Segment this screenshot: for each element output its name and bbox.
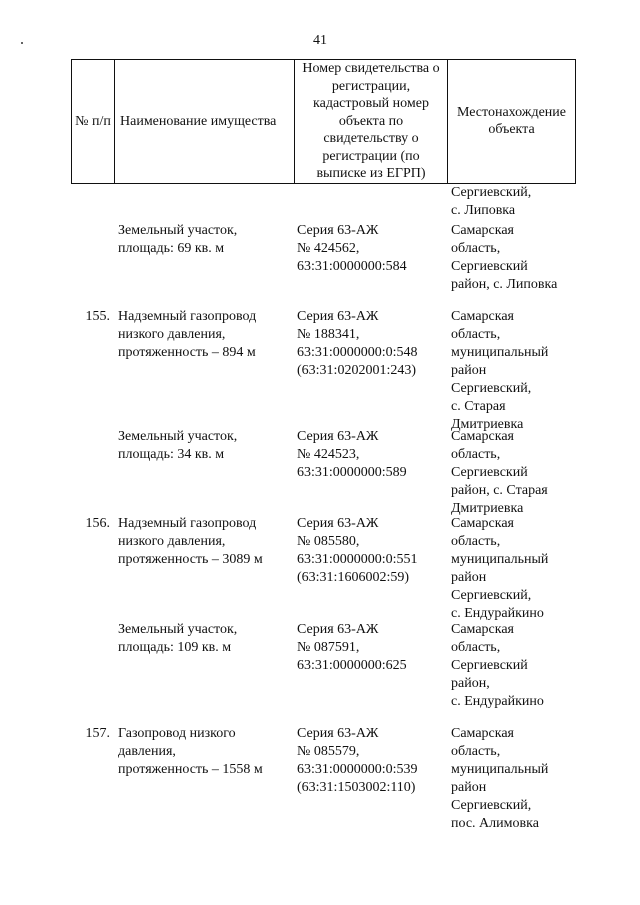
certificate-line: Серия 63-АЖ bbox=[297, 726, 379, 741]
certificate-line: Серия 63-АЖ bbox=[297, 516, 379, 531]
row-number: 156. bbox=[85, 516, 110, 531]
location-line: Дмитриевка bbox=[451, 501, 524, 516]
property-name-line: давления, bbox=[118, 744, 176, 759]
location-line: район bbox=[451, 570, 487, 585]
property-name-line: низкого давления, bbox=[118, 327, 226, 342]
location-line: район, bbox=[451, 676, 490, 691]
table-header bbox=[71, 59, 576, 184]
certificate-line: (63:31:0202001:243) bbox=[297, 363, 416, 378]
location-line: Самарская bbox=[451, 223, 514, 238]
certificate-line: № 424562, bbox=[297, 241, 360, 256]
location-line: область, bbox=[451, 744, 501, 759]
location-line: с. Ендурайкино bbox=[451, 694, 544, 709]
certificate-line: 63:31:0000000:0:548 bbox=[297, 345, 418, 360]
location-line: Сергиевский bbox=[451, 465, 528, 480]
property-name-line: Земельный участок, bbox=[118, 429, 238, 444]
carryover-location-line: Сергиевский, bbox=[451, 185, 532, 200]
certificate-line: (63:31:1503002:110) bbox=[297, 780, 416, 795]
page-number: 41 bbox=[313, 33, 327, 48]
property-name-line: Земельный участок, bbox=[118, 223, 238, 238]
certificate-line: 63:31:0000000:0:551 bbox=[297, 552, 418, 567]
scan-speck bbox=[21, 42, 23, 44]
header-num: № п/п bbox=[72, 60, 115, 184]
header-location: Местонахождение объекта bbox=[448, 60, 576, 184]
location-line: Дмитриевка bbox=[451, 417, 524, 432]
location-line: муниципальный bbox=[451, 552, 549, 567]
location-line: Сергиевский, bbox=[451, 798, 532, 813]
location-line: Сергиевский, bbox=[451, 588, 532, 603]
property-name-line: протяженность – 1558 м bbox=[118, 762, 263, 777]
location-line: область, bbox=[451, 241, 501, 256]
certificate-line: Серия 63-АЖ bbox=[297, 309, 379, 324]
location-line: Самарская bbox=[451, 516, 514, 531]
property-name-line: Надземный газопровод bbox=[118, 309, 257, 324]
location-line: область, bbox=[451, 327, 501, 342]
property-name-line: площадь: 69 кв. м bbox=[118, 241, 225, 256]
certificate-line: Серия 63-АЖ bbox=[297, 223, 379, 238]
property-name-line: площадь: 34 кв. м bbox=[118, 447, 225, 462]
certificate-line: 63:31:0000000:0:539 bbox=[297, 762, 418, 777]
certificate-line: 63:31:0000000:589 bbox=[297, 465, 407, 480]
location-line: с. Старая bbox=[451, 399, 506, 414]
location-line: Самарская bbox=[451, 622, 514, 637]
certificate-line: 63:31:0000000:584 bbox=[297, 259, 407, 274]
location-line: район bbox=[451, 780, 487, 795]
location-line: область, bbox=[451, 447, 501, 462]
property-name-line: Надземный газопровод bbox=[118, 516, 257, 531]
certificate-line: № 085579, bbox=[297, 744, 360, 759]
location-line: с. Ендурайкино bbox=[451, 606, 544, 621]
location-line: район bbox=[451, 363, 487, 378]
certificate-line: № 087591, bbox=[297, 640, 360, 655]
location-line: Сергиевский, bbox=[451, 381, 532, 396]
location-line: Самарская bbox=[451, 726, 514, 741]
location-line: муниципальный bbox=[451, 762, 549, 777]
location-line: пос. Алимовка bbox=[451, 816, 539, 831]
certificate-line: (63:31:1606002:59) bbox=[297, 570, 409, 585]
row-number: 155. bbox=[85, 309, 110, 324]
property-name-line: протяженность – 3089 м bbox=[118, 552, 263, 567]
certificate-line: Серия 63-АЖ bbox=[297, 622, 379, 637]
carryover-location-line: с. Липовка bbox=[451, 203, 516, 218]
location-line: район, с. Липовка bbox=[451, 277, 558, 292]
header-certificate: Номер свидетельства о регистрации, кадастровый номер объекта по свидетельству о регистрации (по выписке из ЕГРП) bbox=[295, 60, 448, 184]
certificate-line: Серия 63-АЖ bbox=[297, 429, 379, 444]
location-line: область, bbox=[451, 640, 501, 655]
row-number: 157. bbox=[85, 726, 110, 741]
property-name-line: протяженность – 894 м bbox=[118, 345, 256, 360]
location-line: муниципальный bbox=[451, 345, 549, 360]
header-name: Наименование имущества bbox=[115, 60, 295, 184]
certificate-line: № 424523, bbox=[297, 447, 360, 462]
location-line: область, bbox=[451, 534, 501, 549]
property-name-line: Газопровод низкого bbox=[118, 726, 236, 741]
property-name-line: Земельный участок, bbox=[118, 622, 238, 637]
property-name-line: площадь: 109 кв. м bbox=[118, 640, 232, 655]
certificate-line: 63:31:0000000:625 bbox=[297, 658, 407, 673]
location-line: Самарская bbox=[451, 309, 514, 324]
location-line: район, с. Старая bbox=[451, 483, 548, 498]
certificate-line: № 188341, bbox=[297, 327, 360, 342]
location-line: Сергиевский bbox=[451, 658, 528, 673]
location-line: Сергиевский bbox=[451, 259, 528, 274]
location-line: Самарская bbox=[451, 429, 514, 444]
certificate-line: № 085580, bbox=[297, 534, 360, 549]
property-name-line: низкого давления, bbox=[118, 534, 226, 549]
